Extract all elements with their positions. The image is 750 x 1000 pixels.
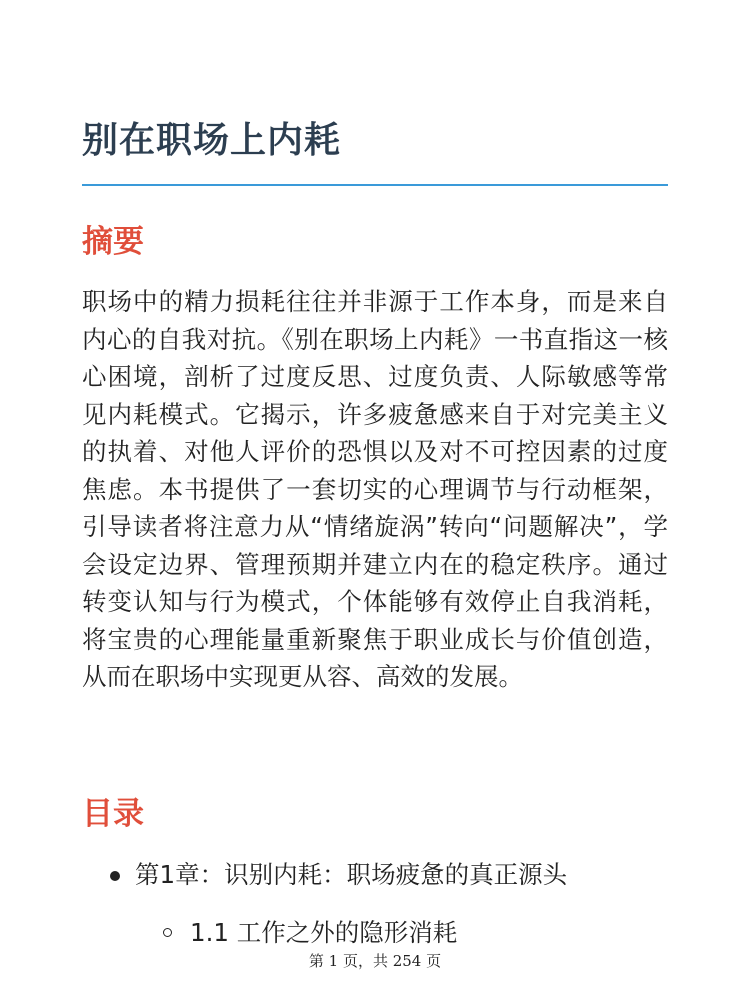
toc-item-label: 1.1 工作之外的隐形消耗	[190, 918, 458, 947]
bullet-circle-icon	[163, 928, 172, 937]
toc-item-chapter-1[interactable]	[82, 855, 567, 895]
toc-item-section-1-1[interactable]	[82, 913, 567, 953]
bullet-disc-icon	[110, 871, 120, 881]
toc-item-label: 第1章：识别内耗：职场疲惫的真正源头	[135, 860, 568, 889]
title-divider	[82, 184, 668, 186]
page-footer: 第 1 页，共 254 页	[308, 952, 442, 970]
document-title: 别在职场上内耗	[82, 120, 342, 161]
summary-paragraph: 职场中的精力损耗往往并非源于工作本身，而是来自内心的自我对抗。《别在职场上内耗》一书直指这一核心困境，剖析了过度反思、过度负责、人际敏感等常见内耗模式。它揭示，许多疲惫感来自于对完美主义的执着、对他人评价的恐惧以及对不可控因素的过度焦虑。本书提供了一套切实的心理调节与行动框架，引导读者将注意力从“情绪旋涡”转向“问题解决”，学会设定边界、管理预期并建立内在的稳定秩序。通过转变认知与行为模式，个体能够有效停止自我消耗，将宝贵的心理能量重新聚焦于职业成长与价值创造，从而在职场中实现更从容、高效的发展。	[82, 287, 668, 691]
toc-list	[82, 855, 567, 953]
toc-heading: 目录	[82, 796, 144, 832]
document-page	[82, 0, 668, 1000]
summary-heading: 摘要	[82, 224, 144, 260]
